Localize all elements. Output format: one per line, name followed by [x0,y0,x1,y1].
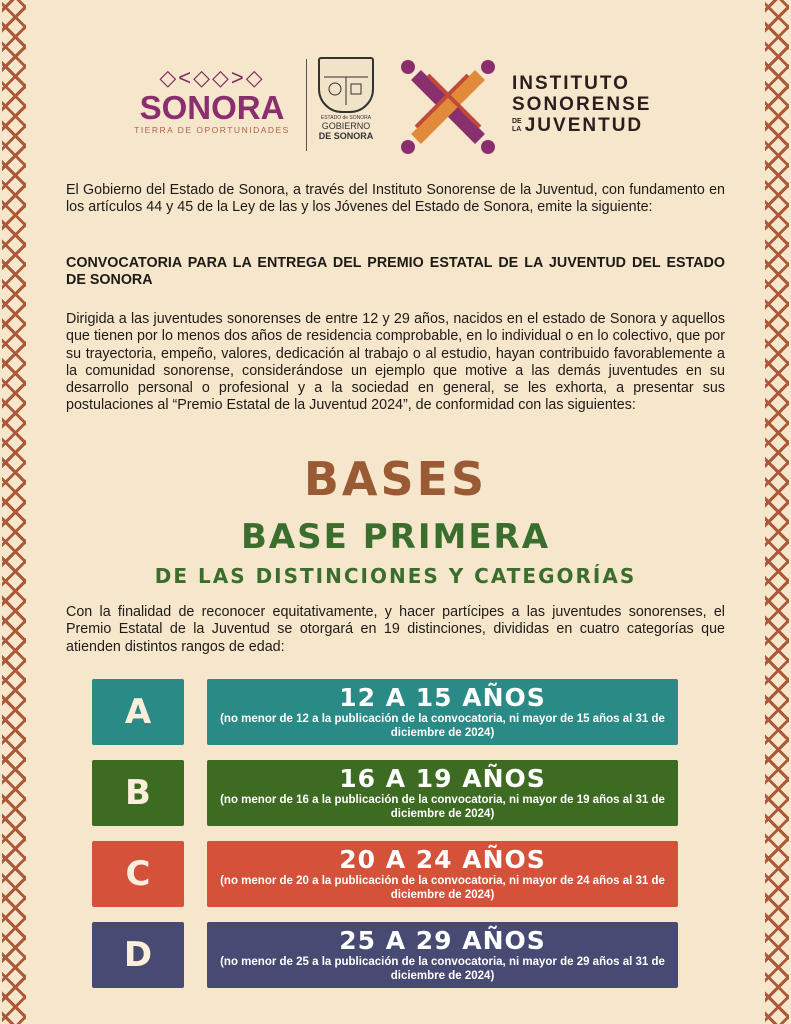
category-note: (no menor de 16 a la publicación de la convocatoria, ni mayor de 19 años al 31 de diciembre de 2024) [220,794,665,820]
state-shield-logo [316,57,376,155]
dirigida-paragraph: Dirigida a las juventudes sonorenses de entre 12 y 29 años, nacidos en el estado de Sonora y aquellos que tienen por lo menos dos años de residencia comprobable, en lo individual o en lo colectivo, que por su trayectoria, empeño, valores, dedicación al trabajo o al estudio, hayan contribuido favorablemente a la comunidad sonorense, considerándose un ejemplo que motive a las demás juventudes en su desarrollo personal o profesional y a la sociedad en general, se les exhorta, a presentar sus postulaciones al “Premio Estatal de la Juventud 2024”, de conformidad con las siguientes: [66,311,725,414]
institute-small-de: DE [512,117,522,125]
shield-top-text: ESTADO de SONORA [320,115,372,121]
institute-line1: INSTITUTO [512,73,630,94]
category-range: 25 A 29 AÑOS [339,926,546,955]
category-row [92,922,678,988]
sonora-logo [126,65,298,157]
category-note: (no menor de 20 a la publicación de la convocatoria, ni mayor de 24 años al 31 de diciembre de 2024) [220,875,665,901]
category-range-box [207,922,678,988]
institute-line3 [512,115,651,136]
category-letter: C [92,841,184,907]
intro-paragraph: El Gobierno del Estado de Sonora, a través del Instituto Sonorense de la Juventud, con fundamento en los artículos 44 y 45 de la Ley de las y los Jóvenes del Estado de Sonora, emite la siguiente: [66,182,725,216]
category-row [92,841,678,907]
sonora-logo-tagline: TIERRA DE OPORTUNIDADES [134,125,290,135]
decorative-border-right [765,0,789,1024]
category-range: 20 A 24 AÑOS [339,845,546,874]
base-primera-heading: BASE PRIMERA [240,517,551,557]
category-range: 12 A 15 AÑOS [339,683,546,712]
institute-small-text [512,118,522,134]
category-range-box [207,841,678,907]
category-range-box [207,679,678,745]
finalidad-paragraph: Con la finalidad de reconocer equitativamente, y hacer partícipes a las juventudes sonorenses, el Premio Estatal de la Juventud se otorgará en 19 distinciones, divididas en cuatro categorías que atienden distintos rangos de edad: [66,604,725,655]
institute-logo-text [512,73,651,136]
category-letter: B [92,760,184,826]
category-range: 16 A 19 AÑOS [339,764,546,793]
shield-line1: GOBIERNO [321,121,371,131]
category-letter: D [92,922,184,988]
category-letter: A [92,679,184,745]
category-range-box [207,760,678,826]
institute-small-la: LA [512,125,522,133]
decorative-border-left [2,0,26,1024]
category-row [92,760,678,826]
convocatoria-title: CONVOCATORIA PARA LA ENTREGA DEL PREMIO ESTATAL DE LA JUVENTUD DEL ESTADO DE SONORA [66,255,725,289]
sonora-logo-word: SONORA [139,89,285,126]
logo-divider [306,59,307,151]
base-primera-subheading: DE LAS DISTINCIONES Y CATEGORÍAS [154,564,637,588]
category-note: (no menor de 12 a la publicación de la convocatoria, ni mayor de 15 años al 31 de diciembre de 2024) [220,713,665,739]
category-row [92,679,678,745]
institute-line3-word: JUVENTUD [524,115,644,136]
shield-icon [318,57,374,113]
bases-heading: BASES [303,452,488,506]
header-logos [120,55,680,160]
sonora-logo-marks: ◇<◇◇>◇ [159,65,265,90]
institute-line2: SONORENSE [512,94,652,115]
institute-x-icon [398,57,498,157]
shield-line2: DE SONORA [318,131,374,141]
category-note: (no menor de 25 a la publicación de la convocatoria, ni mayor de 29 años al 31 de diciembre de 2024) [220,956,665,982]
